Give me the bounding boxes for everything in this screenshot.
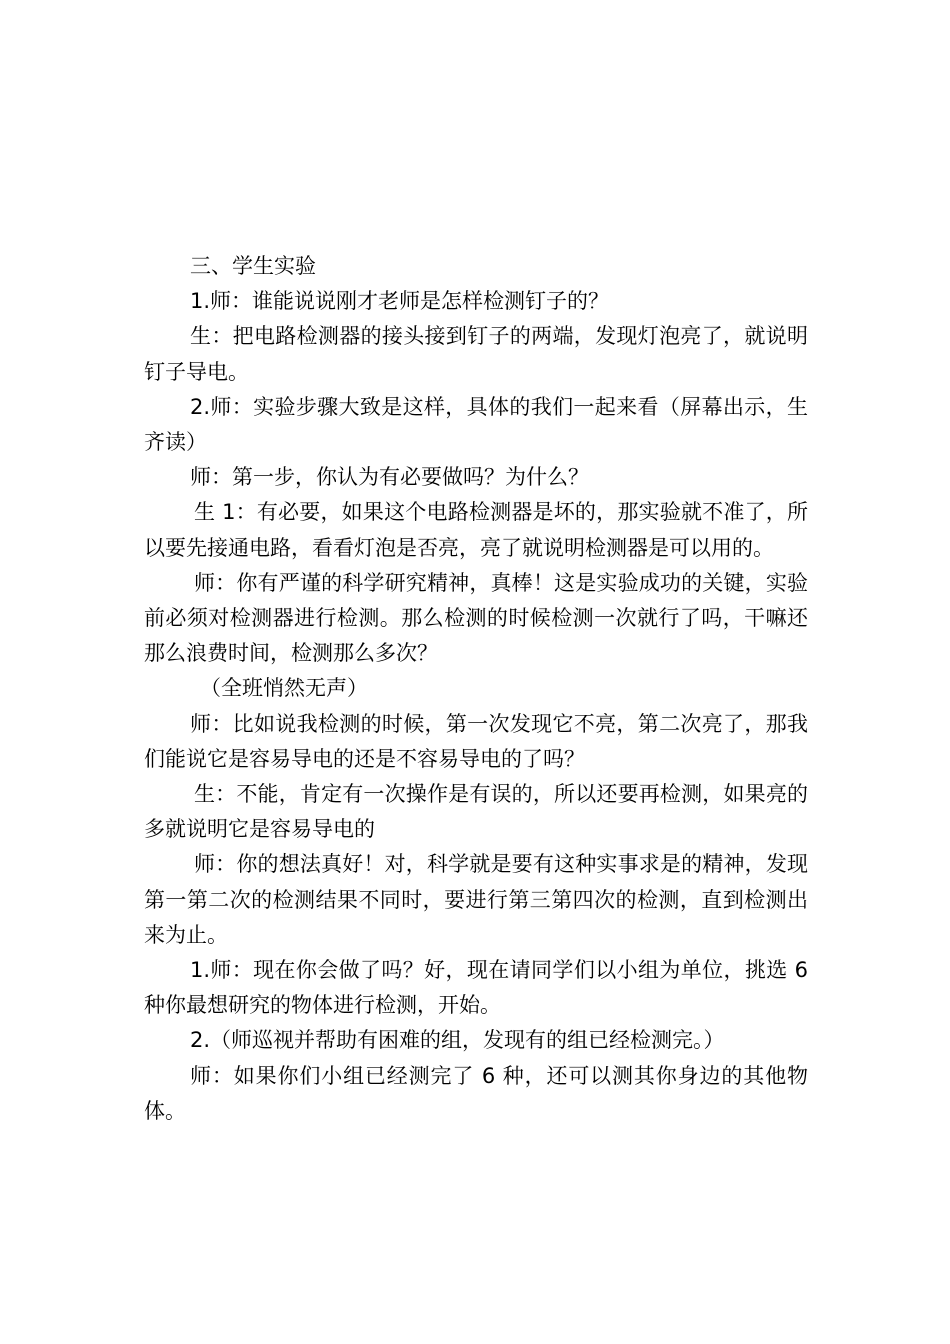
paragraph: 2.（师巡视并帮助有困难的组，发现有的组已经检测完。） xyxy=(190,1028,725,1053)
paragraph: 生：把电路检测器的接头接到钉子的两端，发现灯泡亮了，就说明钉子导电。 xyxy=(144,324,808,384)
paragraph: 师：如果你们小组已经测完了 6 种，还可以测其你身边的其他物体。 xyxy=(144,1063,808,1123)
paragraph: 生：不能，肯定有一次操作是有误的，所以还要再检测，如果亮的多就说明它是容易导电的 xyxy=(144,782,808,842)
paragraph: 师：第一步，你认为有必要做吗？为什么？ xyxy=(190,465,589,490)
paragraph: 生 1：有必要，如果这个电路检测器是坏的，那实验就不准了，所以要先接通电路，看看灯泡是否亮，亮了就说明检测器是可以用的。 xyxy=(144,500,808,560)
section-heading: 三、学生实验 xyxy=(190,254,316,278)
paragraph: 1.师：现在你会做了吗？好，现在请同学们以小组为单位，挑选 6 种你最想研究的物体进行检测，开始。 xyxy=(144,958,808,1018)
document-page xyxy=(144,249,808,1129)
paragraph: 1.师：谁能说说刚才老师是怎样检测钉子的？ xyxy=(190,289,610,314)
paragraph: （全班悄然无声） xyxy=(200,676,368,701)
paragraph: 师：你有严谨的科学研究精神，真棒！这是实验成功的关键，实验前必须对检测器进行检测。那么检测的时候检测一次就行了吗，干嘛还那么浪费时间，检测那么多次？ xyxy=(144,570,808,666)
paragraph: 2.师：实验步骤大致是这样，具体的我们一起来看（屏幕出示，生齐读） xyxy=(144,394,808,455)
paragraph: 师：比如说我检测的时候，第一次发现它不亮，第二次亮了，那我们能说它是容易导电的还是不容易导电的了吗？ xyxy=(144,711,808,771)
paragraph: 师：你的想法真好！对，科学就是要有这种实事求是的精神，发现第一第二次的检测结果不同时，要进行第三第四次的检测，直到检测出来为止。 xyxy=(144,852,808,947)
